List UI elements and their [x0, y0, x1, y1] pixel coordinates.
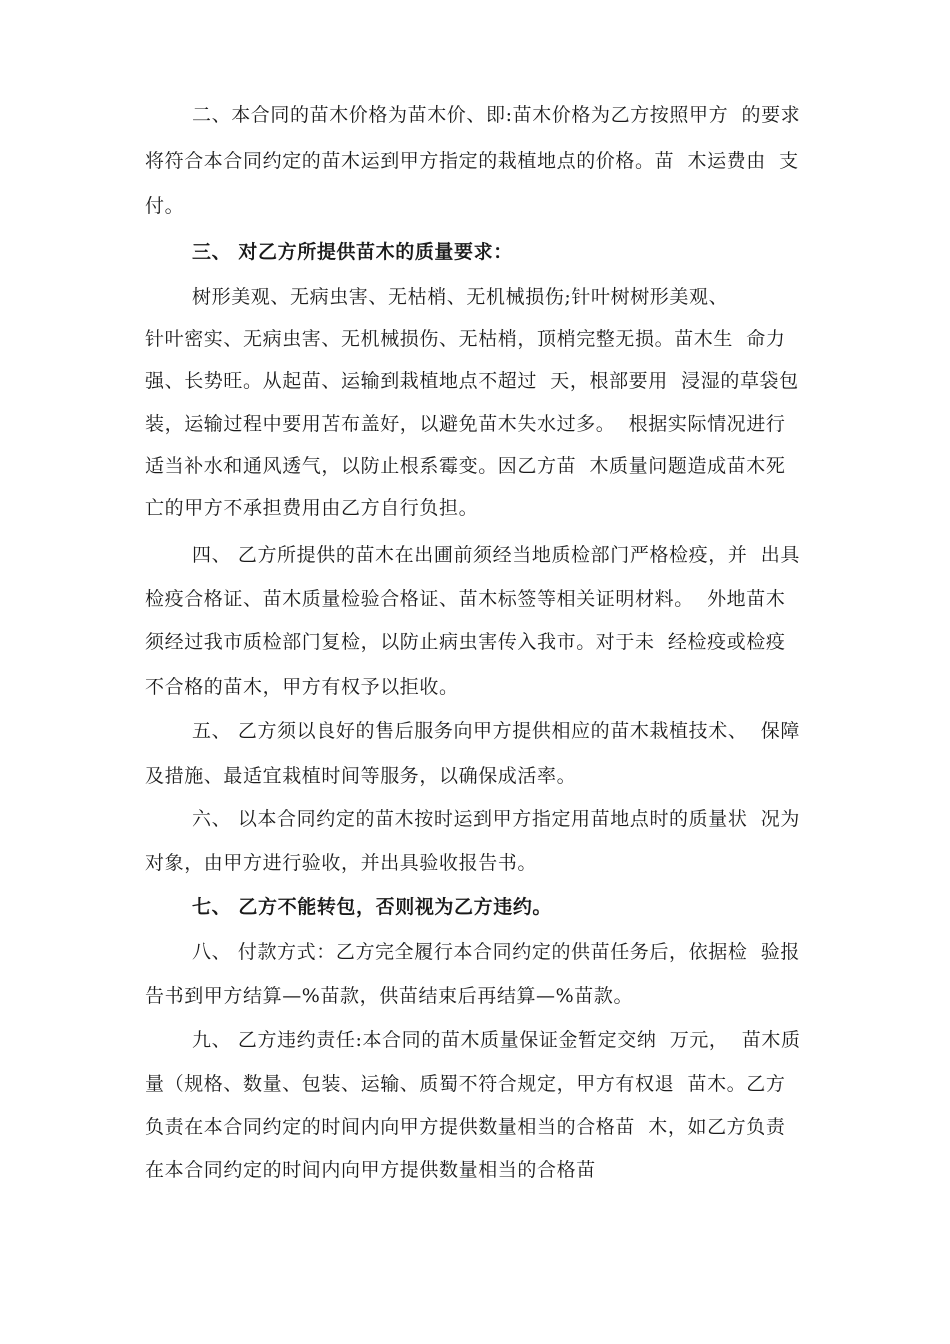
clause-3-line-4: 装，运输过程中要用苫布盖好，以避免苗木失水过多。 根据实际情况进行	[145, 413, 786, 435]
clause-6-line-1: 六、 以本合同约定的苗木按时运到甲方指定用苗地点时的质量状 况为	[192, 808, 800, 830]
clause-4-line-2: 检疫合格证、苗木质量检验合格证、苗木标签等相关证明材料。 外地苗木	[145, 588, 786, 610]
clause-3-line-2: 针叶密实、无病虫害、无机械损伤、无枯梢，顶梢完整无损。苗木生 命力	[145, 328, 786, 350]
clause-9-line-2: 量（规格、数量、包装、运输、质蜀不符合规定，甲方有权退 苗木。乙方	[145, 1073, 786, 1095]
clause-2-line-2: 将符合本合同约定的苗木运到甲方指定的栽植地点的价格。苗 木运费由 支	[145, 150, 799, 172]
clause-3-line-3: 强、长势旺。从起苗、运输到栽植地点不超过 天，根部要用 浸湿的草袋包	[145, 370, 799, 392]
clause-5-line-1: 五、 乙方须以良好的售后服务向甲方提供相应的苗木栽植技术、 保障	[192, 720, 800, 742]
clause-8-line-2: 告书到甲方结算—%苗款，供苗结束后再结算—%苗款。	[145, 985, 634, 1007]
clause-9-line-1: 九、 乙方违约责任:本合同的苗木质量保证金暂定交纳 万元， 苗木质	[192, 1029, 801, 1051]
clause-3-heading: 三、 对乙方所提供苗木的质量要求：	[192, 241, 513, 263]
clause-9-line-3: 负责在本合同约定的时间内向甲方提供数量相当的合格苗 木，如乙方负责	[145, 1116, 786, 1138]
clause-3-line-6: 亡的甲方不承担费用由乙方自行负担。	[145, 497, 479, 519]
clause-2-line-1: 二、本合同的苗木价格为苗木价、即:苗木价格为乙方按照甲方 的要求	[192, 104, 801, 126]
clause-2-line-3: 付。	[145, 195, 185, 217]
clause-4-line-4: 不合格的苗木，甲方有权予以拒收。	[145, 676, 459, 698]
clause-6-line-2: 对象，由甲方进行验收，并出具验收报告书。	[145, 852, 538, 874]
clause-4-line-1: 四、 乙方所提供的苗木在出圃前须经当地质检部门严格检疫，并 出具	[192, 544, 800, 566]
clause-9-line-4: 在本合同约定的时间内向甲方提供数量相当的合格苗	[145, 1159, 596, 1181]
clause-3-line-1: 树形美观、无病虫害、无枯梢、无机械损伤;针叶树树形美观、	[192, 286, 729, 308]
clause-3-line-5: 适当补水和通风透气，以防止根系霉变。因乙方苗 木质量问题造成苗木死	[145, 455, 786, 477]
clause-8-line-1: 八、 付款方式：乙方完全履行本合同约定的供苗任务后，依据检 验报	[192, 941, 800, 963]
clause-7-line-1: 七、 乙方不能转包，否则视为乙方违约。	[192, 896, 553, 918]
clause-4-line-3: 须经过我市质检部门复检，以防止病虫害传入我市。对于未 经检疫或检疫	[145, 631, 786, 653]
clause-5-line-2: 及措施、最适宜栽植时间等服务，以确保成活率。	[145, 765, 577, 787]
